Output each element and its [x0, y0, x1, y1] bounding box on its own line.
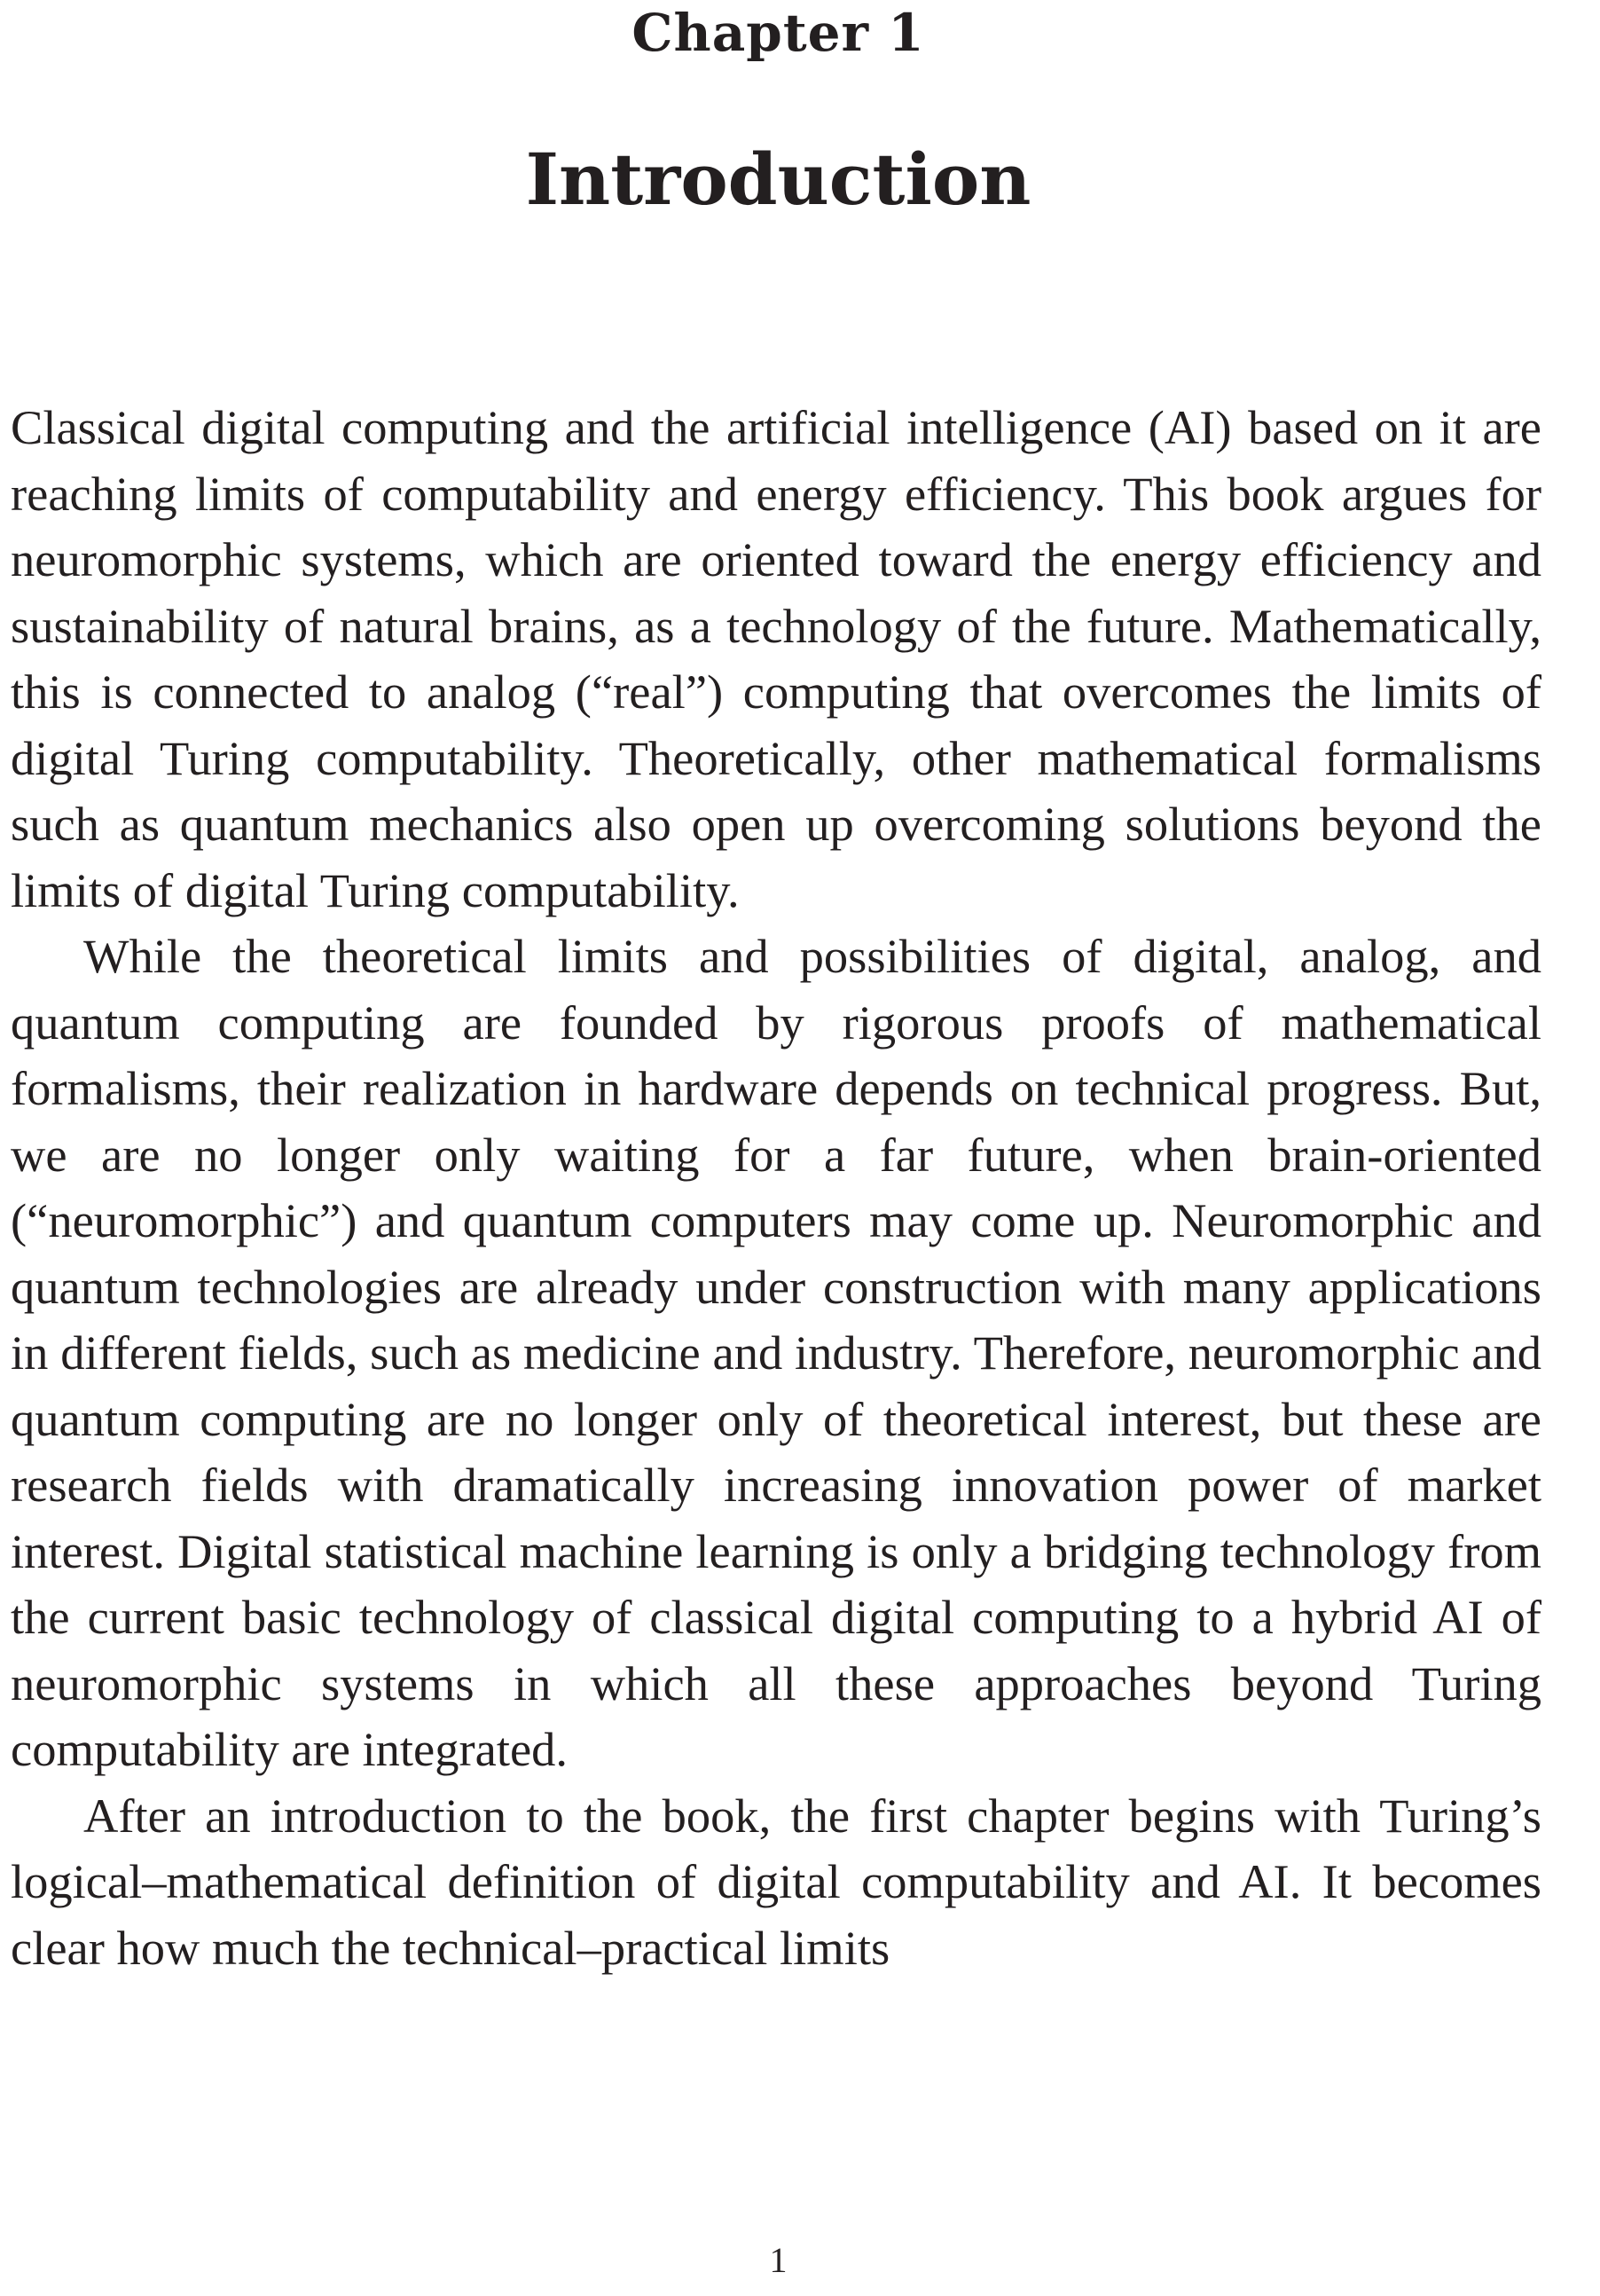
chapter-title: Introduction: [525, 138, 1031, 221]
paragraph-3: After an introduction to the book, the first chapter begins with Turing’s logical–mathematical definition of digital computability and AI. It becomes clear how much the technical–practical limits: [11, 1788, 1541, 1975]
chapter-label: Chapter 1: [631, 3, 925, 63]
page-number: 1: [769, 2240, 788, 2280]
paragraph-1: Classical digital computing and the artificial intelligence (AI) based on it are reaching limits of computability and energy efficiency. This book argues for neuromorphic systems, which are oriented toward the energy efficiency and sustainability of natural brains, as a technology of the future. Mathematically, this is connected to analog (“real”) computing that overcomes the limits of digital Turing computability. Theoretically, other mathematical formalisms such as quantum mechanics also open up overcoming solutions beyond the limits of digital Turing computability.: [11, 400, 1541, 917]
paragraph-2: While the theoretical limits and possibilities of digital, analog, and quantum computing are founded by rigorous proofs of mathematical formalisms, their realization in hardware depends on technical progress. But, we are no longer only waiting for a far future, when brain-oriented (“neuromorphic”) and quantum computers may come up. Neuromorphic and quantum technologies are already under construction with many applications in different fields, such as medicine and industry. Therefore, neuromorphic and quantum computing are no longer only of theoretical interest, but these are research fields with dramatically increasing innovation power of market interest. Digital statistical machine learning is only a bridging technology from the current basic technology of classical digital computing to a hybrid AI of neuromorphic systems in which all these approaches beyond Turing computability are integrated.: [11, 929, 1541, 1776]
chapter-body: [11, 395, 1541, 1981]
